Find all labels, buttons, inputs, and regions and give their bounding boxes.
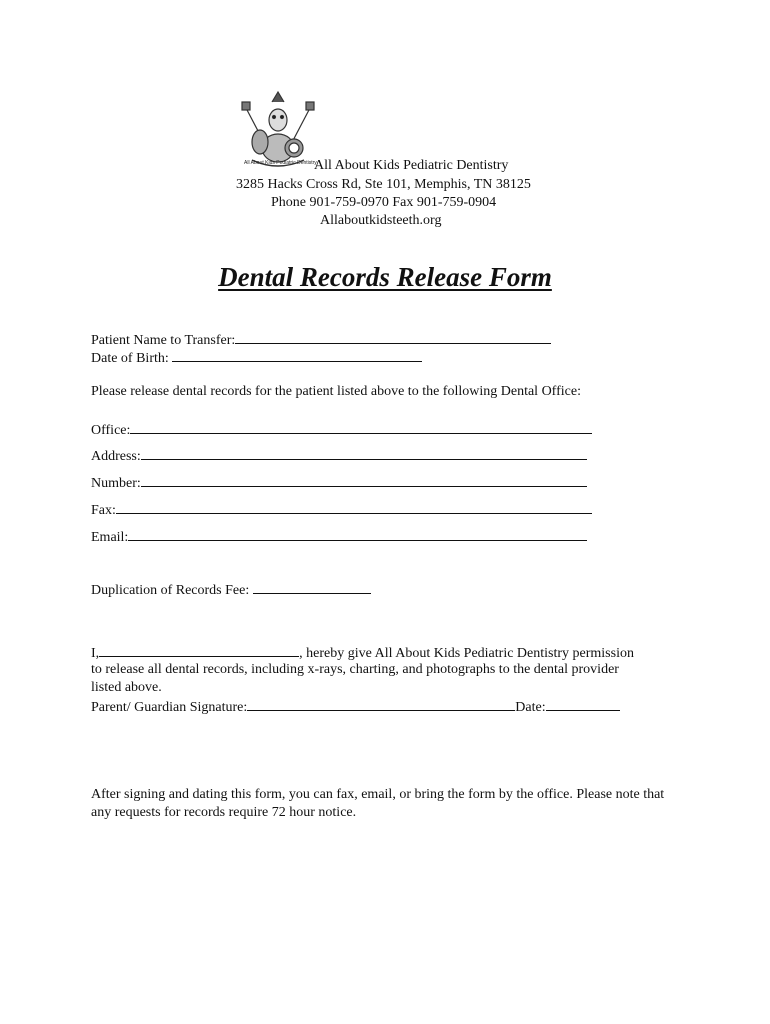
email-label: Email: bbox=[91, 530, 129, 545]
fax-label: Fax: bbox=[91, 503, 116, 518]
patient-name-label: Patient Name to Transfer: bbox=[91, 333, 236, 348]
date-field[interactable] bbox=[546, 697, 620, 711]
consent-line-1 bbox=[91, 643, 634, 663]
consent-line-2: to release all dental records, including x-rays, charting, and photographs to the dental provider bbox=[91, 662, 619, 677]
address-label: Address: bbox=[91, 449, 141, 464]
dob-row bbox=[91, 348, 422, 368]
fee-field[interactable] bbox=[253, 580, 371, 594]
office-label: Office: bbox=[91, 423, 131, 438]
consent-prefix: I, bbox=[91, 646, 100, 661]
guardian-name-field[interactable] bbox=[99, 643, 299, 657]
logo-lettering: All About Kids Pediatric Dentistry bbox=[244, 160, 317, 166]
email-row bbox=[91, 527, 587, 547]
consent-line-1-text: , hereby give All About Kids Pediatric Dentistry permission bbox=[299, 646, 634, 661]
practice-address: 3285 Hacks Cross Rd, Ste 101, Memphis, TN 38125 bbox=[236, 177, 531, 192]
office-row bbox=[91, 420, 592, 440]
signature-label: Parent/ Guardian Signature: bbox=[91, 700, 248, 715]
patient-name-field[interactable] bbox=[235, 330, 551, 344]
footer-note: After signing and dating this form, you can fax, email, or bring the form by the office. Please note that any requests for records require 72 hour notice. bbox=[91, 787, 665, 820]
signature-field[interactable] bbox=[247, 697, 515, 711]
practice-name: All About Kids Pediatric Dentistry bbox=[314, 158, 509, 173]
release-instruction: Please release dental records for the patient listed above to the following Dental Office: bbox=[91, 384, 581, 399]
date-label: Date: bbox=[515, 700, 546, 715]
fee-label: Duplication of Records Fee: bbox=[91, 583, 250, 598]
dob-label: Date of Birth: bbox=[91, 351, 169, 366]
consent-line-3: listed above. bbox=[91, 680, 162, 695]
fax-row bbox=[91, 500, 592, 520]
email-field[interactable] bbox=[128, 527, 587, 541]
patient-name-row bbox=[91, 330, 551, 350]
fee-row bbox=[91, 580, 371, 600]
address-field[interactable] bbox=[141, 446, 587, 460]
fax-field[interactable] bbox=[116, 500, 592, 514]
number-label: Number: bbox=[91, 476, 141, 491]
dob-field[interactable] bbox=[172, 348, 422, 362]
number-field[interactable] bbox=[141, 473, 587, 487]
practice-phone-fax: Phone 901-759-0970 Fax 901-759-0904 bbox=[271, 195, 497, 210]
form-title: Dental Records Release Form bbox=[218, 262, 552, 292]
practice-website: Allaboutkidsteeth.org bbox=[320, 213, 442, 228]
practice-logo-icon bbox=[238, 90, 318, 175]
signature-row bbox=[91, 697, 620, 717]
number-row bbox=[91, 473, 587, 493]
address-row bbox=[91, 446, 587, 466]
office-field[interactable] bbox=[130, 420, 592, 434]
